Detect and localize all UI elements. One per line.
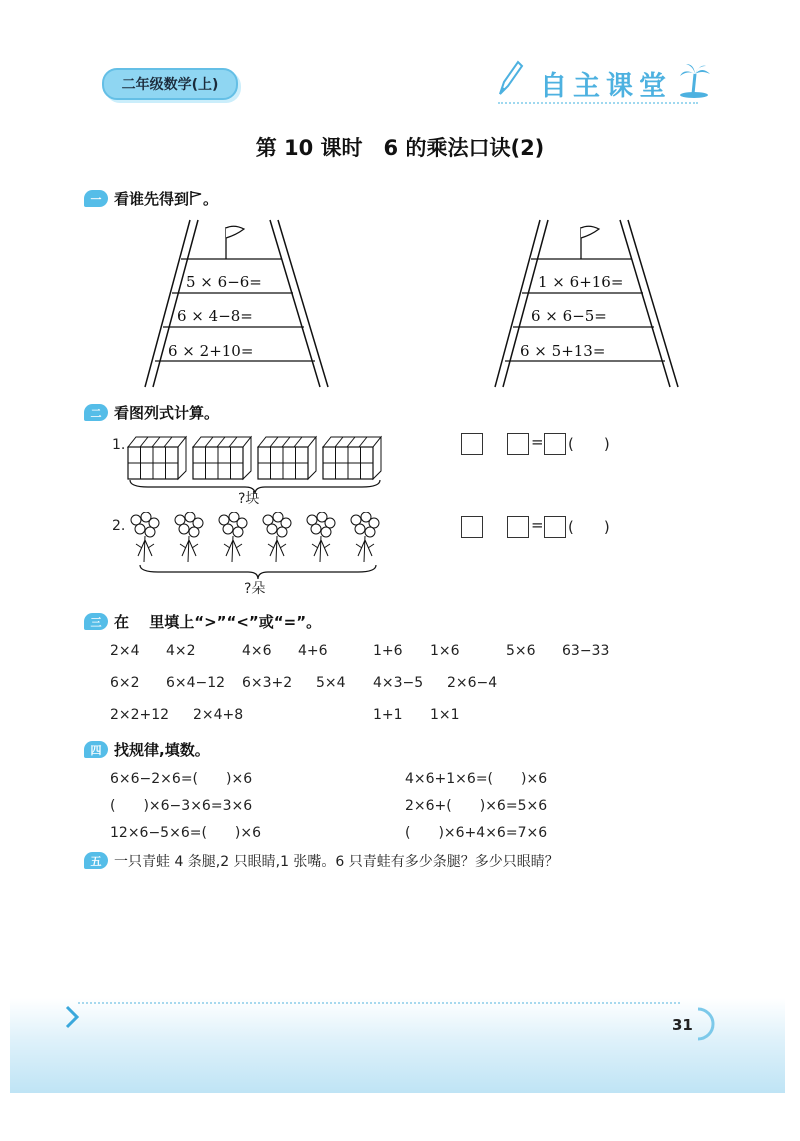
answer-box[interactable]	[507, 516, 529, 538]
pattern-expr: ( )×6+4×6=7×6	[405, 825, 548, 841]
compare-expr: 4×3−5	[373, 675, 424, 691]
section-title-3: 在 里填上“>”“<”或“=”。	[114, 613, 322, 631]
grade-badge	[102, 68, 238, 100]
section-title-4: 找规律,填数。	[114, 741, 210, 759]
ladder-right-rung-3: 6 × 5+13=	[520, 342, 606, 360]
brand-divider	[498, 102, 698, 104]
section-badge-2: 二	[84, 404, 108, 421]
ladder-left-rung-1: 5 × 6−6=	[186, 273, 262, 291]
ladder-right-rung-1: 1 × 6+16=	[538, 273, 624, 291]
compare-expr: 4+6	[298, 643, 328, 659]
lesson-title: 第 10 课时 6 的乘法口诀(2)	[255, 136, 545, 160]
pencil-icon	[494, 58, 524, 98]
pattern-expr: 4×6+1×6=( )×6	[405, 771, 548, 787]
section-badge-4: 四	[84, 741, 108, 758]
section-badge-5: 五	[84, 852, 108, 869]
compare-expr: 5×6	[506, 643, 536, 659]
ladder-left	[140, 215, 340, 390]
compare-expr: 2×4+8	[193, 707, 244, 723]
caption-2: ?朵	[244, 581, 266, 597]
compare-expr: 4×6	[242, 643, 272, 659]
compare-expr: 6×4−12	[166, 675, 226, 691]
compare-expr: 1×6	[430, 643, 460, 659]
answer-box[interactable]	[544, 516, 566, 538]
answer-box[interactable]	[507, 433, 529, 455]
compare-expr: 6×3+2	[242, 675, 293, 691]
section-title-2: 看图列式计算。	[114, 404, 220, 422]
answer-box[interactable]	[461, 433, 483, 455]
equals-sign: =	[531, 516, 544, 534]
pattern-expr: ( )×6−3×6=3×6	[110, 798, 253, 814]
compare-expr: 1+1	[373, 707, 403, 723]
caption-1: ?块	[238, 491, 260, 507]
compare-expr: 2×4	[110, 643, 140, 659]
ladder-right-rung-2: 6 × 6−5=	[531, 307, 607, 325]
chevron-right-icon	[64, 1004, 80, 1030]
page-number: 31	[672, 1016, 693, 1034]
section-badge-1: 一	[84, 190, 108, 207]
footer-band	[10, 998, 785, 1093]
pattern-expr: 12×6−5×6=( )×6	[110, 825, 262, 841]
unit-parentheses: ( )	[568, 518, 610, 536]
compare-expr: 1+6	[373, 643, 403, 659]
section-title-5: 一只青蛙 4 条腿,2 只眼睛,1 张嘴。6 只青蛙有多少条腿？多少只眼睛？	[114, 854, 559, 870]
compare-expr: 63−33	[562, 643, 610, 659]
compare-expr: 6×2	[110, 675, 140, 691]
section-title-1: 看谁先得到 。	[114, 190, 219, 208]
problem-number-2: 2.	[112, 518, 126, 534]
pattern-expr: 6×6−2×6=( )×6	[110, 771, 253, 787]
compare-expr: 1×1	[430, 707, 460, 723]
equals-sign: =	[531, 433, 544, 451]
grade-label: 二年级数学(上)	[121, 77, 219, 93]
flower-bunches	[126, 512, 388, 568]
brand-title: 自主课堂	[540, 71, 672, 102]
unit-parentheses: ( )	[568, 435, 610, 453]
ladder-right	[490, 215, 690, 390]
pattern-expr: 2×6+( )×6=5×6	[405, 798, 548, 814]
compare-expr: 5×4	[316, 675, 346, 691]
ladder-left-rung-3: 6 × 2+10=	[168, 342, 254, 360]
palm-tree-icon	[678, 62, 712, 98]
ladder-left-rung-2: 6 × 4−8=	[177, 307, 253, 325]
flag-icon	[189, 190, 203, 206]
problem-number-1: 1.	[112, 437, 126, 453]
footer-divider	[78, 1002, 680, 1004]
answer-box[interactable]	[461, 516, 483, 538]
compare-expr: 2×6−4	[447, 675, 498, 691]
flag-icon	[226, 226, 244, 259]
flag-icon	[581, 226, 599, 259]
answer-box[interactable]	[544, 433, 566, 455]
compare-expr: 4×2	[166, 643, 196, 659]
section-badge-3: 三	[84, 613, 108, 630]
compare-expr: 2×2+12	[110, 707, 170, 723]
